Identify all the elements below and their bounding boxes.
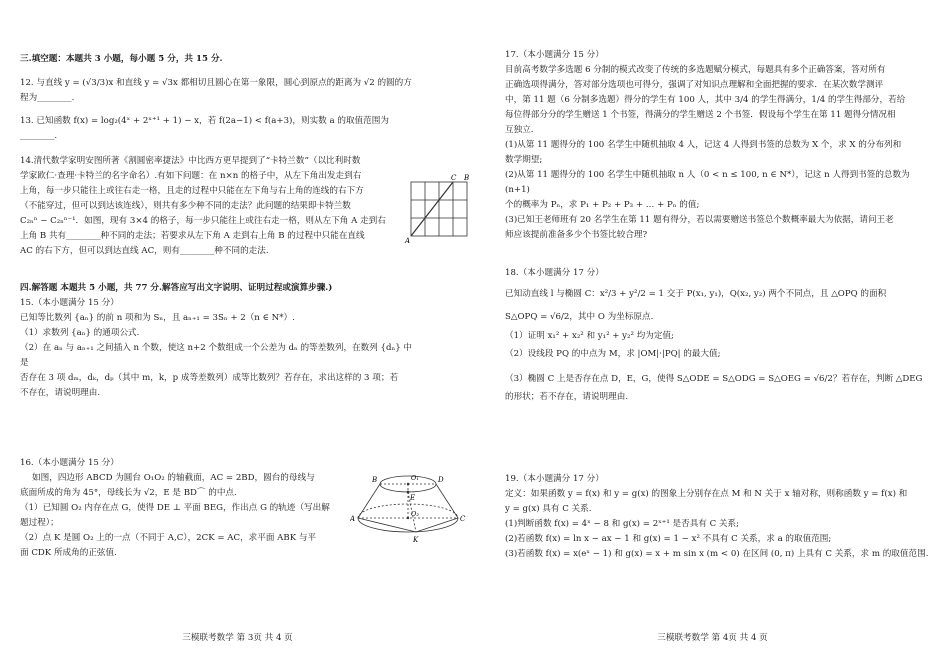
q17-line-3: 中，第 11 题（6 分制多选题）得分的学生有 100 人，其中 3/4 的学生得满分，1/4 的学生得部分，若给 (505, 95, 906, 105)
q16-line-6: 面 CDK 所成角的正弦值. (20, 548, 117, 558)
q18-line-1: 已知动直线 l 与椭圆 C：x²/3 + y²/2 = 1 交于 P(x₁, y₁)，Q(x₂, y₂) 两个不同点，且 △OPQ 的面积 (505, 289, 887, 299)
footer-page-3: 三模联考数学 第 3页 共 4 页 (182, 633, 293, 643)
q16-line-3: （1）已知圆 O₂ 内存在点 G，使得 DE ⊥ 平面 BEG，作出点 G 的轨迹（写出解 (20, 503, 330, 513)
q17-line-9: 个的概率为 Pₙ，求 P₁ + P₂ + P₃ + … + Pₙ 的值; (505, 200, 700, 210)
q13-text: 13. 已知函数 f(x) = log₂(4ˣ + 2ˣ⁺¹ + 1) − x，若 f(2a−1) < f(a+3)，则实数 a 的取值范围为________. (20, 116, 389, 141)
grid-label-b: B (464, 174, 470, 182)
section-4-heading: 四.解答题 本题共 5 小题，共 77 分.解答应写出文字说明、证明过程或演算步骤.) (20, 283, 333, 293)
grid-label-a: A (405, 237, 411, 244)
frustum-label-o2: O₂ (411, 510, 419, 518)
frustum-figure (350, 466, 468, 558)
q17-line-5: 互独立. (505, 125, 534, 135)
question-17 (505, 48, 930, 243)
section-3-heading: 三.填空题：本题共 3 小题，每小题 5 分，共 15 分. (20, 54, 223, 64)
q16-heading: 16.（本小题满分 15 分） (20, 458, 119, 468)
q15-line-3: （2）在 aₙ 与 aₙ₊₁ 之间插入 n 个数，使这 n+2 个数组成一个公差为 dₙ 的等差数列，在数列 {dₙ} 中是 (20, 343, 413, 368)
frustum-label-c: C (460, 515, 466, 523)
q14-line-3: 上角，每一步只能往上或往右走一格，且走的过程中只能在左下角与右上角的连线的右下方 (20, 186, 364, 196)
frustum-label-k: K (413, 536, 419, 544)
question-12 (20, 76, 420, 106)
q17-line-10: (3)已知王老师班有 20 名学生在第 11 题有得分，若以需要赠送书签总个数概率最大为依据，请问王老 (505, 215, 894, 225)
q14-line-1: 14.清代数学家明安图所著《割圆密率捷法》中比西方更早提到了“卡特兰数”（以比利时数 (20, 156, 361, 166)
q18-line-3: （1）证明 x₁² + x₂² 和 y₁² + y₂² 均为定值; (505, 331, 674, 341)
q14-line-7: AC 的右下方，但可以到达直线 AC，则有________种不同的走法. (20, 246, 269, 256)
q19-line-4: (2)若函数 f(x) = ln x − ax − 1 和 g(x) = 1 − x² 不具有 C 关系，求 a 的取值范围; (505, 534, 832, 544)
q17-line-6: (1)从第 11 题得分的 100 名学生中随机抽取 4 人，记这 4 人得到书签的总数为 X 个，求 X 的分布列和 (505, 140, 902, 150)
q18-heading: 18.（本小题满分 17 分） (505, 268, 604, 278)
q19-line-3: (1)判断函数 f(x) = 4ˣ − 8 和 g(x) = 2ˣ⁺¹ 是否具有 C 关系; (505, 519, 740, 529)
frustum-label-e: E (410, 494, 416, 502)
q14-line-4: （不能穿过，但可以到达该连线），则共有多少种不同的走法？此问题的结果即卡特兰数 (20, 201, 351, 211)
frustum-label-o1: O₁ (411, 474, 419, 482)
q14-line-5: C₂ₙⁿ − C₂ₙⁿ⁻¹．如图，现有 3×4 的格子，每一步只能往上或往右走一格，则从左下角 A 走到右 (20, 216, 386, 226)
grid-figure (403, 172, 471, 244)
q18-line-4: （2）设线段 PQ 的中点为 M，求 |OM|·|PQ| 的最大值; (505, 349, 721, 359)
q17-line-7: 数学期望; (505, 155, 543, 165)
page-4 (475, 0, 950, 671)
q16-line-4: 题过程）； (20, 518, 59, 528)
footer-page-4: 三模联考数学 第 4页 共 4 页 (657, 633, 768, 643)
q14-line-2: 学家欧仁·查理·卡特兰的名字命名）.有如下问题：在 n×n 的格子中，从左下角出发走到右 (20, 171, 362, 181)
q18-line-5: （3）椭圆 C 上是否存在点 D，E，G，使得 S△ODE = S△ODG = S△OEG = √6/2？若存在，判断 △DEG (505, 374, 923, 384)
q15-line-1: 已知等比数列 {aₙ} 的前 n 项和为 Sₙ，且 aₙ₊₁ = 3Sₙ + 2（n ∈ N*）. (20, 313, 295, 323)
grid-label-c: C (451, 174, 457, 182)
q15-line-2: （1）求数列 {aₙ} 的通项公式. (20, 328, 140, 338)
frustum-label-b: B (372, 476, 378, 484)
q12-text: 12. 与直线 y = (√3/3)x 和直线 y = √3x 都相切且圆心在第一象限，圆心到原点的距离为 √2 的圆的方程为________. (20, 78, 412, 103)
q17-line-11: 师应该提前准备多少个书签比较合理? (505, 230, 648, 240)
q18-line-2: S△OPQ = √6/2，其中 O 为坐标原点. (505, 312, 654, 322)
q17-line-4: 每位得部分分的学生赠送 1 个书签，得满分的学生赠送 2 个书签．假设每个学生在第 11 题得分情况相 (505, 110, 896, 120)
question-16 (20, 456, 345, 561)
q17-line-2: 正确选项得满分，答对部分选项也可得分，强调了对知识点理解和全面把握的要求．在某次数学测评 (505, 80, 884, 90)
q17-line-1: 目前高考数学多选题 6 分制的模式改变了传统的多选题赋分模式，每题具有多个正确答案，答对所有 (505, 65, 886, 75)
q19-line-1: 定义：如果函数 y = f(x) 和 y = g(x) 的图象上分别存在点 M 和 N 关于 x 轴对称，则称函数 y = f(x) 和 (505, 489, 908, 499)
question-13 (20, 114, 420, 144)
section-4 (20, 281, 420, 296)
q19-line-5: (3)若函数 f(x) = x(eˣ − 1) 和 g(x) = x + m sin x (m < 0) 在区间 (0, π) 上具有 C 关系，求 m 的取值范围. (505, 549, 929, 559)
question-15 (20, 296, 420, 401)
q17-line-8: (2)从第 11 题得分的 100 名学生中随机抽取 n 人（0 < n ≤ 100, n ∈ N*），记这 n 人得到书签的总数为 (n+1) (505, 170, 910, 195)
q18-line-6: 的形状；若不存在，请说明理由. (505, 392, 629, 402)
q14-line-6: 上角 B 共有________种不同的走法；若要求从左下角 A 走到右上角 B 的过程中只能在直线 (20, 231, 365, 241)
q16-line-1: 如图，四边形 ABCD 为圆台 O₁O₂ 的轴截面，AC = 2BD，圆台的母线与 (32, 473, 315, 483)
q16-line-2: 底面所成的角为 45°，母线长为 √2，E 是 BD⌒ 的中点. (20, 488, 237, 498)
q19-line-2: y = g(x) 具有 C 关系. (505, 504, 592, 514)
question-14 (20, 154, 400, 259)
q15-line-4: 否存在 3 项 dₘ，dₖ，dₚ（其中 m，k，p 成等差数列）成等比数列？若存在，求出这样的 3 项；若 (20, 373, 399, 383)
q19-heading: 19.（本小题满分 17 分） (505, 474, 604, 484)
q15-line-5: 不存在，请说明理由. (20, 388, 101, 398)
section-3 (20, 52, 420, 67)
frustum-label-d: D (438, 476, 444, 484)
question-18 (505, 266, 930, 405)
q16-line-5: （2）点 K 是圆 O₂ 上的一点（不同于 A,C），2CK = AC，求平面 ABK 与平 (20, 533, 317, 543)
frustum-label-a: A (350, 515, 356, 523)
question-19 (505, 472, 930, 562)
q17-heading: 17.（本小题满分 15 分） (505, 50, 604, 60)
q15-heading: 15.（本小题满分 15 分） (20, 298, 119, 308)
